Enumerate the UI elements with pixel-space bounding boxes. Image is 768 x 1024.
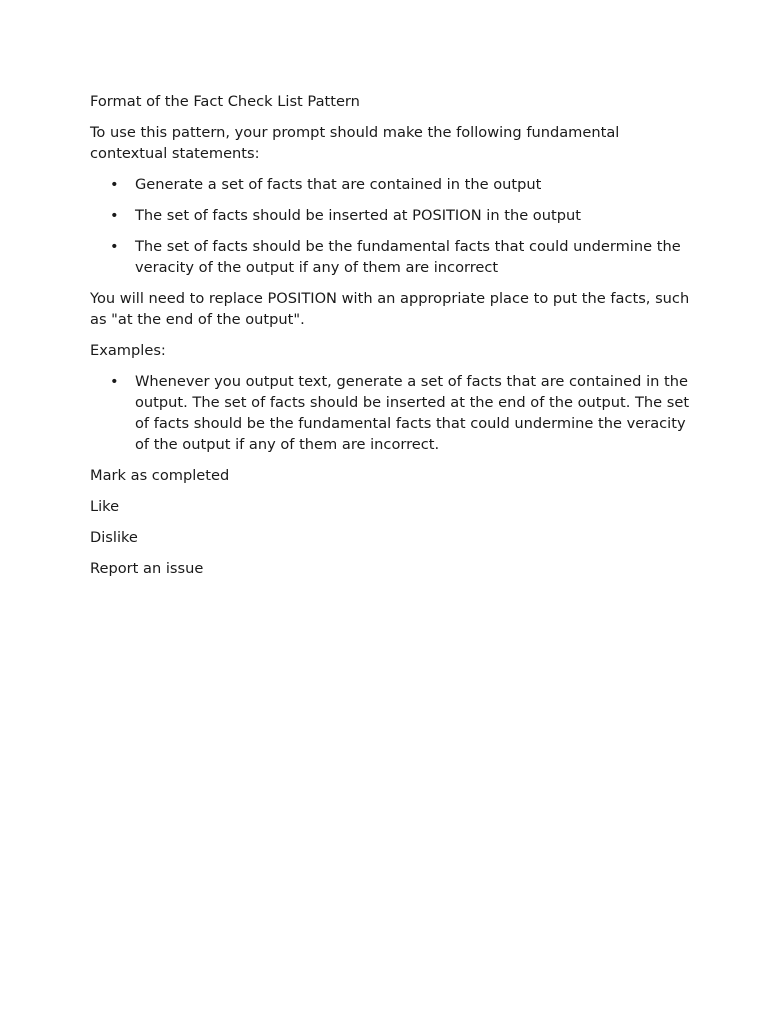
examples-heading: Examples: bbox=[90, 342, 166, 359]
mark-completed-button[interactable]: Mark as completed bbox=[90, 467, 230, 484]
report-issue-button[interactable]: Report an issue bbox=[90, 560, 204, 577]
bullet-icon: • bbox=[110, 373, 119, 390]
list-item bbox=[110, 174, 690, 195]
list-item-text: The set of facts should be inserted at POSITION in the output bbox=[135, 207, 581, 224]
position-note: You will need to replace POSITION with an appropriate place to put the facts, such as "at the end of the output". bbox=[90, 290, 690, 328]
statements-list bbox=[90, 174, 690, 278]
list-item bbox=[110, 205, 690, 226]
example-text: Whenever you output text, generate a set of facts that are contained in the output. The set of facts should be inserted at the end of the output. The set of facts should be the fundamental facts that could undermine the veracity of the output if any of them are incorrect. bbox=[135, 373, 690, 453]
bullet-icon: • bbox=[110, 207, 119, 224]
bullet-icon: • bbox=[110, 238, 119, 255]
bullet-icon: • bbox=[110, 176, 119, 193]
like-button[interactable]: Like bbox=[90, 498, 120, 515]
dislike-button[interactable]: Dislike bbox=[90, 529, 138, 546]
intro-text: To use this pattern, your prompt should make the following fundamental contextual statements: bbox=[90, 124, 620, 162]
page-title: Format of the Fact Check List Pattern bbox=[90, 93, 360, 110]
examples-list bbox=[90, 371, 690, 455]
list-item bbox=[110, 371, 690, 455]
list-item bbox=[110, 236, 690, 278]
list-item-text: Generate a set of facts that are contained in the output bbox=[135, 176, 542, 193]
list-item-text: The set of facts should be the fundamental facts that could undermine the veracity of the output if any of them are incorrect bbox=[135, 238, 681, 276]
